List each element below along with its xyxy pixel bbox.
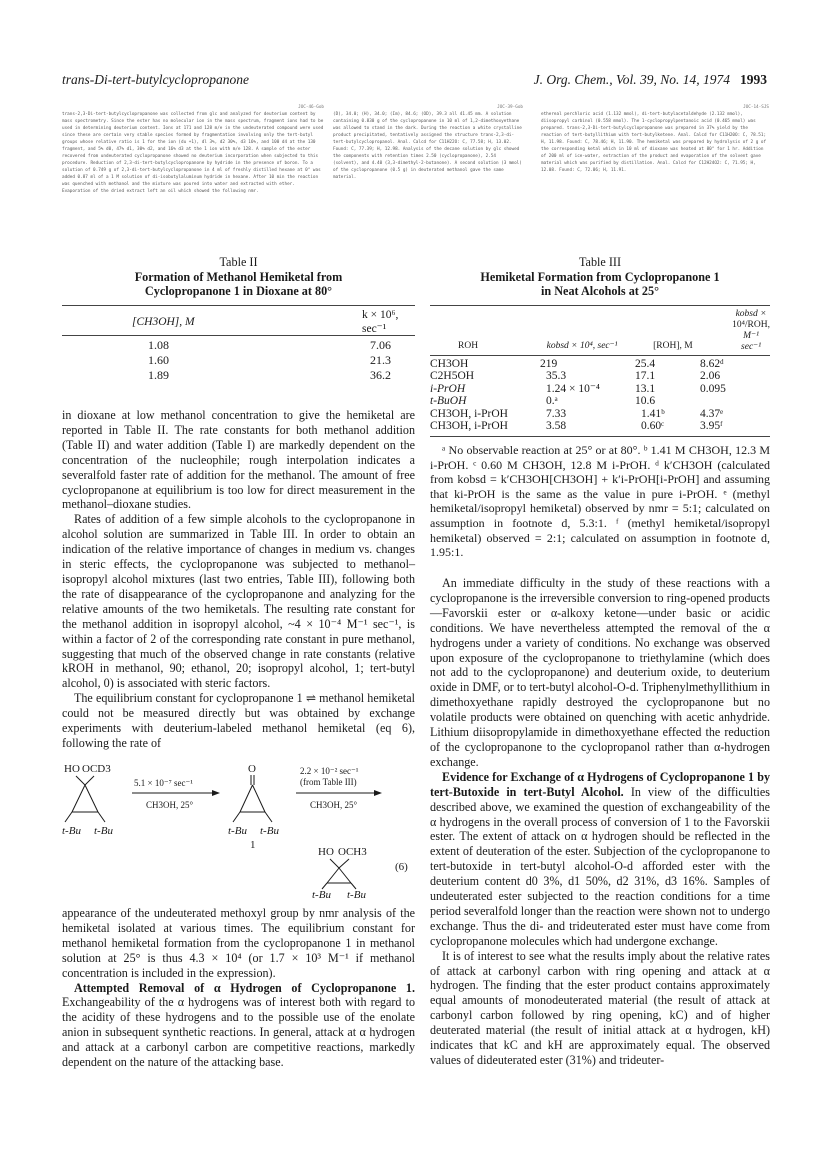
table-3-header <box>430 306 770 355</box>
bond <box>339 859 349 868</box>
running-header <box>62 72 767 92</box>
experimental-block-3 <box>541 104 769 244</box>
arrow2-note: (from Table III) <box>300 777 357 787</box>
table-2-caption <box>62 255 415 299</box>
column-header: [ROH], M <box>653 340 693 351</box>
arrow1-conditions: CH3OH, 25° <box>146 800 194 810</box>
table-cell: 7.06 <box>370 337 391 352</box>
table-cell: 1.41ᵇ <box>641 407 665 420</box>
paragraph: appearance of the undeuterated methoxyl group by nmr analysis of the hemiketal isolated at various times. The equilibrium constant for methanol hemiketal formation from the cyclopropanone 1 in methanol solution at 25° is thus 4.3 × 10⁴ (or 1.7 × 10³ M⁻¹ if methanol concentration is included in the expression). <box>62 906 415 980</box>
column-header: [CH3OH], M <box>132 315 195 328</box>
table-row <box>62 368 415 383</box>
table-row <box>430 408 770 421</box>
table-cell: 17.1 <box>635 370 656 383</box>
table-cell: 25.4 <box>635 357 656 370</box>
paragraph-text: Exchangeability of the α hydrogens was of interest both with regard to the acidity of these hydrogens and to the possible use of the enolate anion in subsequent synthetic reactions. In general, attack at α hydrogen and attack at a carbonyl carbon are competitive reactions, markedly dependent on the nature of the attacking base. <box>62 995 415 1070</box>
table-3-caption <box>430 255 770 299</box>
table-cell: 1.24 × 10⁻⁴ <box>546 382 600 395</box>
table-2 <box>62 255 415 383</box>
table-cell: t-BuOH <box>430 395 467 408</box>
table-cell: 2.06 <box>700 370 721 383</box>
tbu-label: t-Bu <box>260 825 279 837</box>
page-number: 1993 <box>740 72 767 87</box>
tbu-label: t-Bu <box>312 889 331 900</box>
table-title: Hemiketal Formation from Cyclopropanone 1 <box>480 269 720 284</box>
table-cell: 35.3 <box>546 370 567 383</box>
table-cell: CH3OH, i-PrOH <box>430 407 508 420</box>
block-code: JOC-39-Gob <box>497 105 523 110</box>
column-header: kobsd × 10⁴, sec⁻¹ <box>546 340 618 351</box>
tbu-label: t-Bu <box>62 825 81 837</box>
bond <box>253 785 266 812</box>
prod-och3-label: OCH3 <box>338 846 367 858</box>
table-row <box>430 395 770 408</box>
table-3-body <box>430 358 770 434</box>
bond <box>72 785 85 812</box>
block-code: JOC-14-SJS <box>743 105 769 110</box>
reaction-scheme-eq-6 <box>62 760 415 900</box>
table-cell: 4.37ᵉ <box>700 407 724 420</box>
table-row <box>62 338 415 353</box>
table-cell: 1.08 <box>148 337 169 352</box>
table-2-body <box>62 338 415 383</box>
table-title: in Neat Alcohols at 25° <box>541 284 659 298</box>
bond <box>240 785 253 812</box>
column-header-line: 10⁴/ROH, <box>732 319 770 330</box>
paragraph-text: In view of the difficulties described above, we examined the question of exchangeability of the α hydrogens in the overall process of conversion of 1 to the Favorskii ester. The extent of attack on α hydrogen should be reflected in the extent of deuteration of the ester. Subjection of the cyclopropanone to tert-butoxide in tert-butyl alcohol-O-d afforded ester with the deuterium content d0 3%, d1 50%, d2 31%, d3 16%. Samples of undeuterated ester subjected to the reaction conditions for a time period severalfold longer than the reaction were shown not to undergo exchange. Thus the di- and trideuterated ester must have come from cyclopropanone molecules which had undergone exchange. <box>430 784 770 948</box>
bond <box>327 868 339 883</box>
table-row <box>430 383 770 396</box>
equation-number: (6) <box>395 861 408 873</box>
section-heading: Attempted Removal of α Hydrogen of Cyclopropanone 1. <box>74 980 415 995</box>
arrow1-rate: 5.1 × 10⁻⁷ sec⁻¹ <box>134 778 193 788</box>
bond <box>265 812 272 822</box>
experimental-block-1 <box>62 104 324 244</box>
experimental-text: ethereal perchloric acid (1.132 mmol), di-tert-butylacetaldehyde (2.132 mmol), diisopropyl carbinol (0.558 mmol). The 1-cyclopropylpentanoic acid (0.465 mmol) was prepared. trans-2,3-Di-tert-butylcyclopropanone was prepared in 37% yield by the reaction of tert-butyllithium with tert-butylketene. Anal. Calcd for C11H20O: C, 78.51; H, 11.98. Found: C, 78.46; H, 11.90. The hemiketal was prepared by hydrolysis of 2 g of the corresponding ketal which in 10 ml of dioxane was heated at 80° for 1 hr. Addition of 200 ml of ice-water, extraction of the product and evaporation of the solvent gave material which was purified by distillation. Anal. Calcd for C12H24O2: C, 71.95; H, 12.08. Found: C, 72.06; H, 11.91. <box>541 112 767 173</box>
arrow-head <box>212 790 220 796</box>
table-cell: 3.58 <box>546 420 567 433</box>
paragraph: in dioxane at low methanol concentration to give the hemiketal are reported in Table II. The rate constants for both methanol addition (Table II) and water addition (Table I) are markedly dependent on the concentration of the nucleophile; rough interpolation indicates a severalfold faster rate of addition for the methanol. The amount of free cyclopropanone at equilibrium is too low for direct measurement in the methanol–dioxane studies. <box>62 408 415 512</box>
compound-number: 1 <box>250 839 256 851</box>
arrow2-rate: 2.2 × 10⁻² sec⁻¹ <box>300 766 359 776</box>
sm-ocd3-label: OCD3 <box>82 763 111 775</box>
left-column-upper <box>62 408 415 751</box>
table-3-footnotes: ᵃ No observable reaction at 25° or at 80°. ᵇ 1.41 M CH3OH, 12.3 M i-PrOH. ᶜ 0.60 M CH3OH, 12.8 M i-PrOH. ᵈ k′CH3OH (calculated from kobsd = k′CH3OH[CH3OH] + k′i-PrOH[i-PrOH] and assuming that ki-PrOH is the same as the value in pure i-PrOH. ᵉ (methyl hemiketal/isopropyl hemiketal) observed by nmr = 5:1; calculated on assumption in footnote d, 5.3:1. ᶠ (methyl hemiketal/isopropyl hemiketal) observed = 2:1; calculated on assumption in footnote d, 1.95:1. <box>430 443 770 560</box>
table-cell: CH3OH, i-PrOH <box>430 420 508 433</box>
block-code: JOC-46-Gob <box>298 105 324 110</box>
table-cell: 1.60 <box>148 352 169 367</box>
ketone-oxygen: O <box>248 763 256 775</box>
column-header: k × 10⁶, sec⁻¹ <box>362 308 399 335</box>
running-title: trans-Di-tert-butylcyclopropanone <box>62 72 249 87</box>
experimental-block-2 <box>333 104 523 244</box>
table-label: Table III <box>578 255 622 269</box>
table-cell: 3.95ᶠ <box>700 420 723 433</box>
column-header <box>732 306 770 355</box>
table-cell: 10.6 <box>635 395 656 408</box>
table-cell: CH3OH <box>430 357 469 370</box>
bond <box>76 776 85 785</box>
table-3 <box>430 255 770 560</box>
paragraph <box>62 981 415 1070</box>
table-2-grid <box>62 309 415 335</box>
table-row <box>62 353 415 368</box>
table-cell <box>700 395 770 408</box>
bond <box>85 785 98 812</box>
bond <box>85 776 94 785</box>
right-column <box>430 576 770 1068</box>
journal-citation <box>534 72 767 88</box>
table-title: Formation of Methanol Hemiketal from <box>134 269 343 284</box>
bond <box>339 868 351 883</box>
paragraph: Rates of addition of a few simple alcohols to the cyclopropanone in alcohol solution are summarized in Table III. In order to obtain an indication of the relative importance of changes in medium vs. changes in steric effects, the cyclopropanone was subjected to methanol–isopropyl alcohol mixtures (last two entries, Table III), following both the rate of disappearance of the cyclopropanone and analyzing for the relative amounts of the two hemiketals. The resulting rate constant for the methanol addition in isopropyl alcohol, ~4 × 10⁻⁴ M⁻¹ sec⁻¹, is within a factor of 2 of the corresponding rate constant in pure methanol, suggesting that much of the observed change in rate constants (relative kROH in methanol, 90; ethanol, 20; isopropyl alcohol, 1; tert-butyl alcohol, 0) is associated with steric factors. <box>62 512 415 691</box>
arrow2-conditions: CH3OH, 25° <box>310 800 358 810</box>
table-cell: 7.33 <box>546 407 567 420</box>
table-title: Cyclopropanone 1 in Dioxane at 80° <box>144 284 333 298</box>
column-header: ROH <box>458 340 479 351</box>
table-row <box>430 420 770 433</box>
table-row <box>430 370 770 383</box>
table-cell: 0.095 <box>700 382 726 395</box>
experimental-text: trans-2,3-Di-tert-butylcyclopropanone was collected from glc and analyzed for deuterium content by mass spectrometry. Since the ester has no molecular ion in the mass spectrum, fragment ions had to be used in determining deuterium content. Ions at 171 and 128 m/e in the undeuterated compound were used since these are certain very stable species formed by fragmentation involving only the tert-butyl groups whose relative ratio is 1 for the ion (du +1), dl 3%, d2 30%, d3 16%, and 100 d4 at the 130 fragment, and 5% d0, 47% d1, 30% d2, and 16% d3 at the 1 ion with m/e 128. A sample of the ester recovered from undeuterated cyclopropanone showed no deuterium incorporation when subjected to this procedure. Reduction of 2,3-di-tert-butylcyclopropanone by hydride in the presence of boron. To a solution of 0.749 g of 2,3-di-tert-butylcyclopropanone in 4 ml of freshly distilled hexane at 0° was added 0.87 ml of a 1 M solution of di-isobutylaluminum hydride in hexane. After 10 min the reaction was quenched with methanol and the mixture was poured into water and extracted with ether. Evaporation of the dried extract left an oil which showed the following nmr. <box>62 112 324 194</box>
table-cell: 13.1 <box>635 382 656 395</box>
journal-name: J. Org. Chem., Vol. 39, No. 14, 1974 <box>533 72 730 87</box>
arrow-head <box>374 790 382 796</box>
left-column-lower <box>62 906 415 1070</box>
bond <box>233 812 240 822</box>
sm-ho-label: HO <box>64 763 80 775</box>
table-row <box>430 358 770 371</box>
bond <box>98 812 105 822</box>
paragraph: The equilibrium constant for cyclopropanone 1 ⇌ methanol hemiketal could not be measured directly but was obtained by exchange experiments with deuterium-labeled methanol hemiketal (eq 6), following the rate of <box>62 691 415 750</box>
tbu-label: t-Bu <box>347 889 366 900</box>
column-header-line: M⁻¹ sec⁻¹ <box>741 330 762 352</box>
table-cell: 0.ᵃ <box>546 395 558 408</box>
table-cell: 219 <box>540 357 558 370</box>
section-heading: Evidence for Exchange of α Hydrogens of Cyclopropanone 1 by tert-Butoxide in tert-Butyl Alcohol. <box>430 769 770 799</box>
paragraph: It is of interest to see what the results imply about the relative rates of attack at carbonyl carbon with ring opening and attack at α hydrogen. The finding that the ester product contains approximately equal amounts of monodeuterated material (the result of attack at carbonyl carbon followed by ring opening, kC) and of higher deuterated material (the result of initial attack at α hydrogen, kH) indicates that kC and kH are approximately equal. The observed values of dideuterated ester (31%) and trideuter- <box>430 948 770 1067</box>
tbu-label: t-Bu <box>94 825 113 837</box>
experimental-text: (D), 34.0; (H), 34.0; (Im), 84.6; (OD), 39.3 all 41.45 mm. A solution containing 0.830 g of the cyclopropanone in 10 ml of 1,2-dimethoxyethane was allowed to stand in the dark. During the reaction a white crystalline product precipitated, tentatively assigned the structure trans-2,3-di-tert-butylcyclopropanol. Anal. Calcd for C11H22O: C, 77.58; H, 13.02. Found: C, 77.39; H, 12.98. Analysis of the decane solution by glc showed the components with retention times 2.50 (cyclopropanone), 2.54 (solvent), and 4.40 (3,3-dimethyl-2-butanone). A second solution (3 mmol) of the cyclopropanone (0.5 g) in deuterated methanol gave the same material. <box>333 112 522 180</box>
table-label: Table II <box>219 255 258 269</box>
table-cell: 21.3 <box>370 352 391 367</box>
paragraph: An immediate difficulty in the study of these reactions with a cyclopropanone is the irreversible conversion to ring-opened products—Favorskii ester or α-alkoxy ketone—under basic or acidic conditions. We have nevertheless attempted the removal of the α hydrogens under a variety of conditions. No exchange was observed upon exposure of the cyclopropanone to triethylamine (which does not add to the cyclopropanone) and deuterium oxide, to deuterium oxide in DMF, or to tert-butyl alcohol-O-d. Triphenylmethyllithium in dimethoxyethane rapidly destroyed the cyclopropanone but no volatile products were obtained on quenching with acetic anhydride. Lithium diisopropylamide in dimethoxyethane effected the reduction of the cyclopropanone to the cyclopropanol rather than α-hydrogen exchange. <box>430 576 770 769</box>
table-cell: C2H5OH <box>430 370 475 383</box>
table-cell: 36.2 <box>370 367 391 382</box>
table-cell: 0.60ᶜ <box>641 420 665 433</box>
paragraph <box>430 770 770 949</box>
tbu-label: t-Bu <box>228 825 247 837</box>
prod-ho-label: HO <box>318 846 334 858</box>
table-cell: i-PrOH <box>430 382 466 395</box>
bond <box>330 859 339 868</box>
bond <box>65 812 72 822</box>
table-cell: 1.89 <box>148 367 169 382</box>
table-cell: 8.62ᵈ <box>700 357 724 370</box>
column-header-line: kobsd × <box>735 308 767 319</box>
